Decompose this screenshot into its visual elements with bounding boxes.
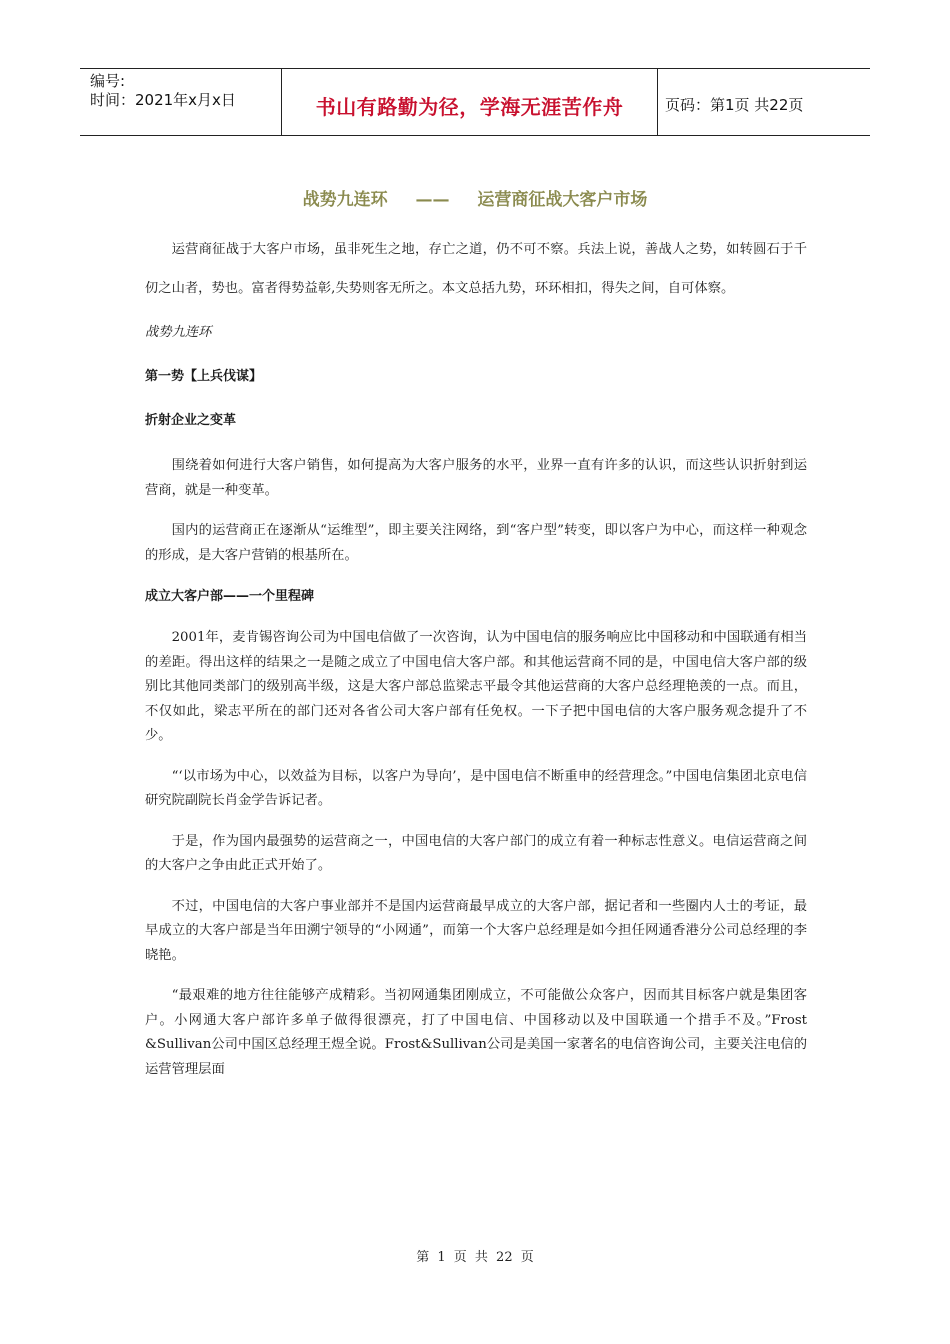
paragraph: 2001年，麦肯锡咨询公司为中国电信做了一次咨询，认为中国电信的服务响应比中国移动和中国联通有相当的差距。得出这样的结果之一是随之成立了中国电信大客户部。和其他运营商不同的是，中国电信大客户部的级别比其他同类部门的级别高半级，这是大客户部总监梁志平最令其他运营商的大客户总经理艳羡的一点。而且，不仅如此，梁志平所在的部门还对各省公司大客户部有任免权。一下子把中国电信的大客户服务观念提升了不少。	[145, 630, 807, 743]
header-table	[80, 68, 870, 136]
section-heading: 第一势【上兵伐谋】	[145, 369, 263, 384]
paragraph: “‘以市场为中心，以效益为目标，以客户为导向’，是中国电信不断重申的经营理念。”中国电信集团北京电信研究院副院长肖金学告诉记者。	[145, 768, 807, 808]
subheading-reform: 折射企业之变革	[145, 413, 237, 428]
header-divider	[657, 69, 658, 135]
document-body	[145, 230, 807, 1082]
paragraph: 于是，作为国内最强势的运营商之一，中国电信的大客户部门的成立有着一种标志性意义。电信运营商之间的大客户之争由此正式开始了。	[145, 833, 807, 873]
italic-heading: 战势九连环	[145, 325, 212, 340]
paragraph: 围绕着如何进行大客户销售，如何提高为大客户服务的水平，业界一直有许多的认识，而这些认识折射到运营商，就是一种变革。	[145, 458, 807, 498]
number-label: 编号:	[90, 72, 126, 90]
header-motto: 书山有路勤为径，学海无涯苦作舟	[315, 95, 624, 119]
document-title: 战势九连环 —— 运营商征战大客户市场	[302, 190, 648, 210]
header-page-info: 页码：第1页 共22页	[665, 96, 804, 114]
intro-paragraph: 运营商征战于大客户市场，虽非死生之地，存亡之道，仍不可不察。兵法上说，善战人之势，如转圆石于千仞之山者，势也。富者得势益彰,失势则客无所之。本文总括九势，环环相扣，得失之间，自可体察。	[145, 242, 807, 296]
paragraph: “最艰难的地方往往能够产成精彩。当初网通集团刚成立，不可能做公众客户，因而其目标客户就是集团客户。小网通大客户部许多单子做得很漂亮，打了中国电信、中国移动以及中国联通一个措手不及。”Frost &Sullivan公司中国区总经理王煜全说。Frost&Sullivan公司是美国一家著名的电信咨询公司，主要关注电信的运营管理层面	[145, 988, 807, 1077]
date-line: 时间：2021年x月x日	[90, 91, 236, 109]
header-meta	[90, 72, 236, 110]
subheading-milestone: 成立大客户部——一个里程碑	[145, 589, 315, 604]
page-footer: 第 1 页 共 22 页	[416, 1250, 534, 1265]
paragraph: 国内的运营商正在逐渐从“运维型”，即主要关注网络，到“客户型”转变，即以客户为中心，而这样一种观念的形成，是大客户营销的根基所在。	[145, 523, 807, 563]
paragraph: 不过，中国电信的大客户事业部并不是国内运营商最早成立的大客户部，据记者和一些圈内人士的考证，最早成立的大客户部是当年田溯宁领导的“小网通”，而第一个大客户总经理是如今担任网通香港分公司总经理的李晓艳。	[145, 898, 807, 963]
